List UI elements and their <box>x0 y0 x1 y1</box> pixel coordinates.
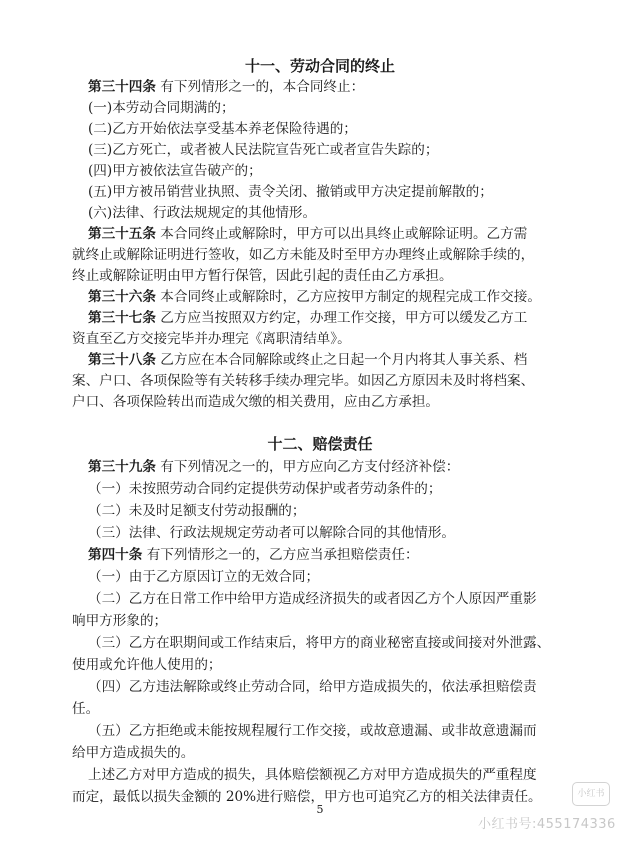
article-40-item-3-line-2: 使用或允许他人使用的； <box>72 657 222 673</box>
article-40-item-3-line-1: （三）乙方在职期间或工作结束后，将甲方的商业秘密直接或间接对外泄露、 <box>88 635 551 651</box>
watermark-logo: 小红书 <box>572 782 610 806</box>
article-34-label: 第三十四条 <box>88 79 156 95</box>
article-40-label: 第四十条 <box>88 547 143 563</box>
article-40-text: 有下列情形之一的，乙方应当承担赔偿责任： <box>146 547 419 563</box>
article-40-item-4-line-1: （四）乙方违法解除或终止劳动合同，给甲方造成损失的，依法承担赔偿责 <box>88 679 537 695</box>
article-39-text: 有下列情况之一的，甲方应向乙方支付经济补偿： <box>160 459 460 475</box>
article-34-item-1: (一)本劳动合同期满的； <box>88 100 235 116</box>
article-39-label: 第三十九条 <box>88 459 156 475</box>
article-38 <box>88 351 588 369</box>
article-38-line-3: 户口、各项保险转出而造成欠缴的相关费用，应由乙方承担。 <box>72 394 440 410</box>
article-34-item-3: (三)乙方死亡，或者被人民法院宣告死亡或者宣告失踪的； <box>88 142 439 158</box>
article-35 <box>88 225 588 243</box>
article-34-item-6: (六)法律、行政法规规定的其他情形。 <box>88 205 317 221</box>
section-11-title: 十一、劳动合同的终止 <box>244 57 395 75</box>
article-34-item-2: (二)乙方开始依法享受基本养老保险待遇的； <box>88 121 357 137</box>
closing-paragraph-line-2: 而定，最低以损失金额的 20%进行赔偿，甲方也可追究乙方的相关法律责任。 <box>72 789 542 805</box>
article-37 <box>88 309 588 327</box>
article-39-item-3: （三）法律、行政法规规定劳动者可以解除合同的其他情形。 <box>88 525 456 541</box>
article-40-item-5-line-2: 给甲方造成损失的。 <box>72 745 195 761</box>
article-40-item-1: （一）由于乙方原因订立的无效合同； <box>88 569 320 585</box>
article-37-line-2: 资直至乙方交接完毕并办理完《离职清结单》。 <box>72 331 351 347</box>
article-38-line-2: 案、户口、各项保险等有关转移手续办理完毕。如因乙方原因未及时将档案、 <box>72 373 535 389</box>
article-34-item-4: (四)甲方被依法宣告破产的； <box>88 163 262 179</box>
article-36-label: 第三十六条 <box>88 289 156 305</box>
article-34-text: 有下列情形之一的，本合同终止： <box>160 79 365 95</box>
article-35-line-2: 就终止或解除证明进行签收，如乙方未能及时至甲方办理终止或解除手续的， <box>72 247 535 263</box>
article-40-item-4-line-2: 任。 <box>72 701 100 717</box>
article-35-label: 第三十五条 <box>88 226 156 242</box>
article-35-line-3: 终止或解除证明由甲方暂行保管，因此引起的责任由乙方承担。 <box>72 268 453 284</box>
article-40-item-2-line-2: 响甲方形象的； <box>72 613 168 629</box>
page-number: 5 <box>316 803 324 816</box>
section-12-title: 十二、赔偿责任 <box>267 435 373 453</box>
article-36 <box>88 288 588 306</box>
article-34 <box>88 78 588 96</box>
watermark-text: 小红书号:455174336 <box>478 817 616 832</box>
article-39-item-2: （二）未及时足额支付劳动报酬的； <box>88 503 306 519</box>
article-37-label: 第三十七条 <box>88 310 156 326</box>
article-35-line-1: 本合同终止或解除时，甲方可以出具终止或解除证明。乙方需 <box>160 226 528 242</box>
article-39 <box>88 458 588 476</box>
article-40 <box>88 546 588 564</box>
article-37-line-1: 乙方应当按照双方约定，办理工作交接，甲方可以缓发乙方工 <box>160 310 528 326</box>
closing-paragraph-line-1: 上述乙方对甲方造成的损失，具体赔偿额视乙方对甲方造成损失的严重程度 <box>88 767 537 783</box>
article-40-item-2-line-1: （二）乙方在日常工作中给甲方造成经济损失的或者因乙方个人原因严重影 <box>88 591 537 607</box>
article-38-label: 第三十八条 <box>88 352 156 368</box>
article-36-text: 本合同终止或解除时，乙方应按甲方制定的规程完成工作交接。 <box>160 289 541 305</box>
article-39-item-1: （一）未按照劳动合同约定提供劳动保护或者劳动条件的； <box>88 481 442 497</box>
article-38-line-1: 乙方应在本合同解除或终止之日起一个月内将其人事关系、档 <box>160 352 528 368</box>
article-34-item-5: (五)甲方被吊销营业执照、责令关闭、撤销或甲方决定提前解散的； <box>88 184 493 200</box>
article-40-item-5-line-1: （五）乙方拒绝或未能按规程履行工作交接，或故意遗漏、或非故意遗漏而 <box>88 723 537 739</box>
